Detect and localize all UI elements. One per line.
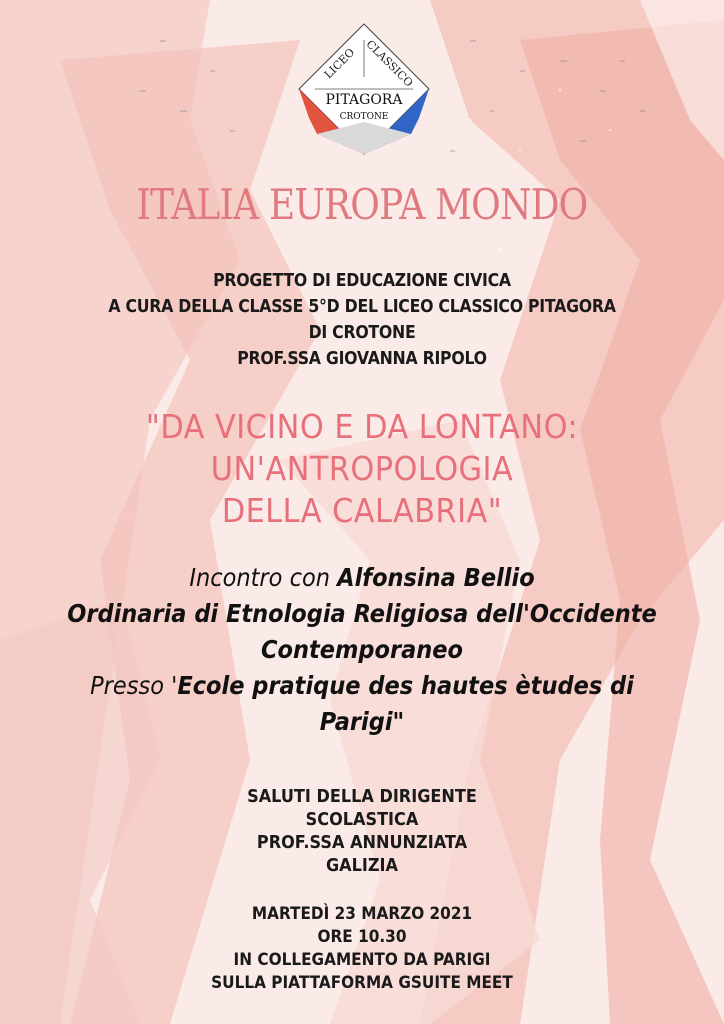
logo-line-4: CROTONE <box>339 112 389 122</box>
subtitle-line: "DA VICINO E DA LONTANO: <box>145 407 579 446</box>
event-details <box>36 903 688 995</box>
subtitle-line: UN'ANTROPOLOGIA <box>210 449 514 488</box>
event-time: ORE 10.30 <box>317 927 407 947</box>
guest-institution-2: Parigi" <box>319 707 405 736</box>
main-title: ITALIA EUROPA MONDO <box>136 180 588 229</box>
guest-at-line <box>36 668 688 704</box>
guest-name: Alfonsina Bellio <box>337 563 535 592</box>
guest-role-line-2: Contemporaneo <box>260 635 464 664</box>
event-connection: IN COLLEGAMENTO DA PARIGI <box>233 950 491 970</box>
guest-intro: Incontro con <box>189 563 338 592</box>
guest-speaker <box>36 560 688 740</box>
guest-role-line-1: Ordinaria di Etnologia Religiosa dell'Occidente <box>67 599 657 628</box>
logo-line-2: CLASSICO <box>363 37 416 90</box>
guest-at-label: Presso ' <box>90 671 178 700</box>
guest-intro-line <box>36 560 688 596</box>
guest-institution-1: Ecole pratique des hautes ètudes di <box>177 671 634 700</box>
event-platform: SULLA PIATTAFORMA GSUITE MEET <box>211 973 513 993</box>
logo-line-3: PITAGORA <box>325 92 403 108</box>
logo-line-1: LICEO <box>321 45 358 82</box>
project-line: DI CROTONE <box>308 323 416 343</box>
greetings-line: SALUTI DELLA DIRIGENTE <box>247 787 477 807</box>
greetings-line: GALIZIA <box>325 856 399 876</box>
project-line: A CURA DELLA CLASSE 5°D DEL LICEO CLASSICO PITAGORA <box>108 297 616 317</box>
greetings-line: SCOLASTICA <box>305 810 419 830</box>
greetings-line: PROF.SSA ANNUNZIATA <box>256 833 468 853</box>
event-subtitle <box>29 406 695 532</box>
subtitle-line: DELLA CALABRIA" <box>221 491 503 530</box>
school-logo <box>297 22 431 156</box>
project-line: PROGETTO DI EDUCAZIONE CIVICA <box>213 271 511 291</box>
greetings <box>29 786 695 878</box>
project-description <box>36 268 688 372</box>
project-line: PROF.SSA GIOVANNA RIPOLO <box>237 349 487 369</box>
event-date: MARTEDÌ 23 MARZO 2021 <box>251 904 473 924</box>
